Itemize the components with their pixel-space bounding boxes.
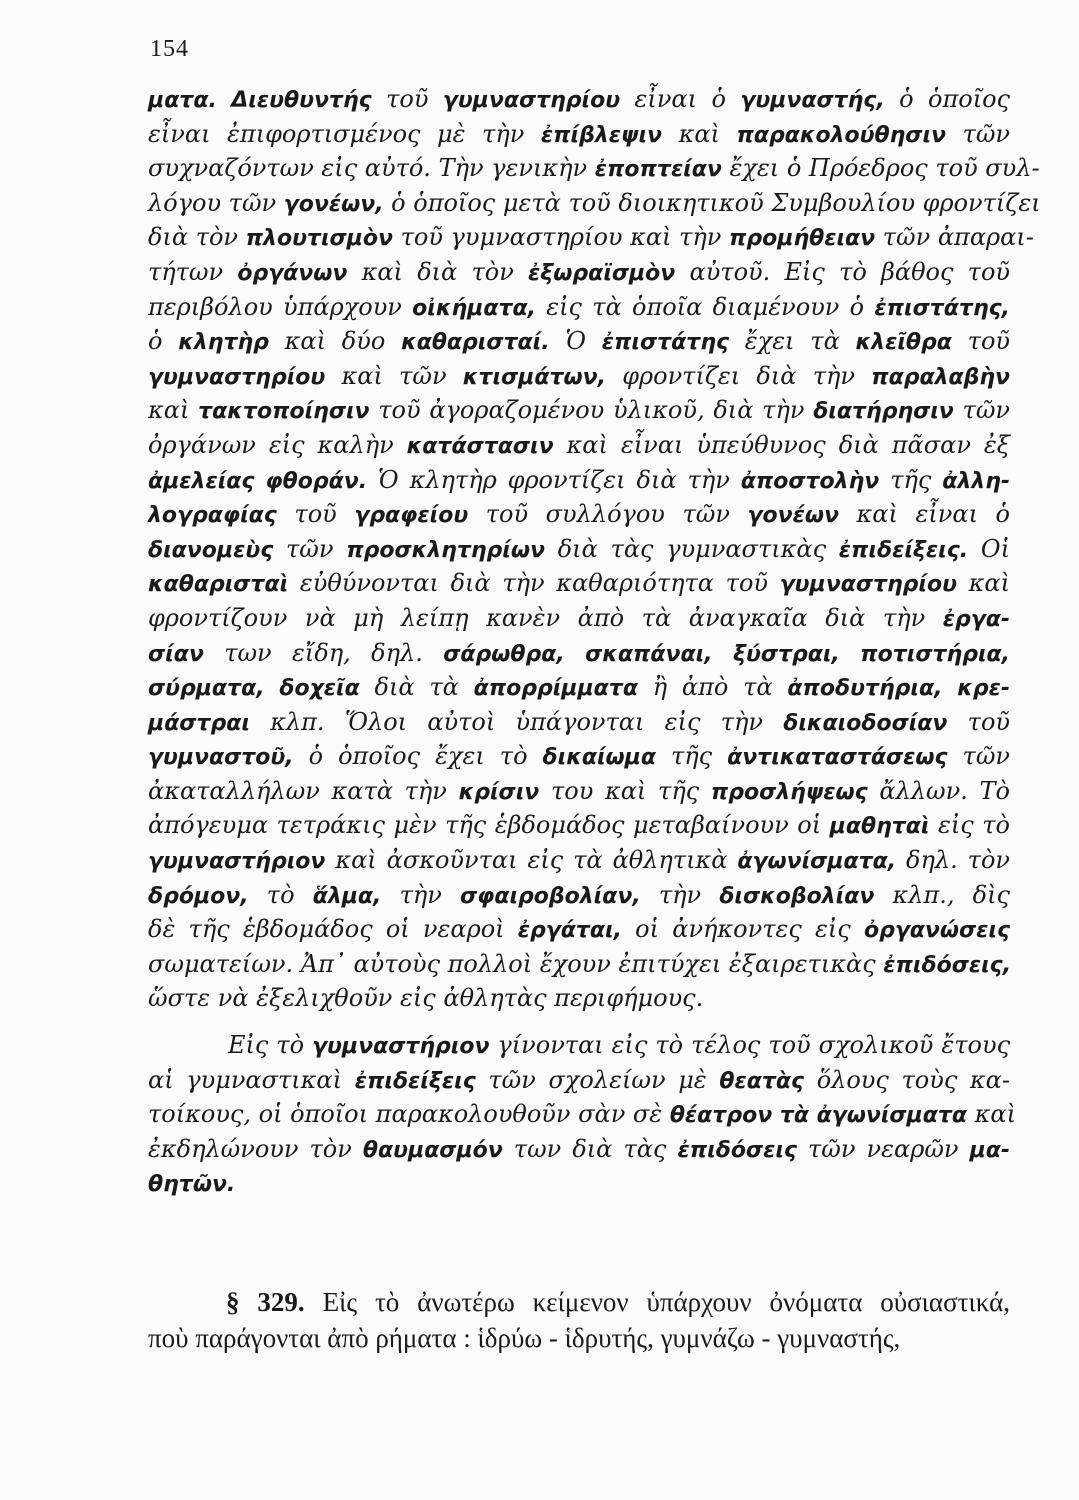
text-run: τήτων [148, 257, 238, 286]
section-329-paragraph [148, 1284, 1010, 1356]
text-line [148, 947, 1010, 982]
text-run: ὁ ὁποῖος μετὰ τοῦ διοικητικοῦ Συμβουλίου φροντίζει [383, 188, 1041, 217]
text-run: ὁ ὁποῖος ἔχει τὸ [293, 742, 543, 771]
text-run: εὐθύνονται διὰ τὴν καθαριότητα τοῦ [288, 569, 780, 598]
text-run: εἰς τὸ [929, 811, 1011, 840]
text-run: ὁ ὁποῖος [884, 85, 1010, 113]
text-line [148, 497, 1010, 532]
bold-term: ἐξωραϊσμὸν [528, 260, 676, 286]
text-line [148, 151, 1040, 186]
text-run: τοῦ [276, 500, 355, 529]
bold-term: σάρωθρα, σκαπάναι, ξύστραι, ποτιστήρια, [443, 641, 1010, 667]
bold-term: κλητὴρ [178, 330, 269, 356]
text-run: εἰς τὰ ὁποῖα διαμένουν ὁ [535, 292, 875, 321]
text-run: τοίκους, οἱ ὁποῖοι παρακολουθοῦν σὰν σὲ [148, 1100, 670, 1129]
text-line [148, 255, 1010, 290]
body-text [148, 82, 1041, 1201]
bold-term: πλουτισμὸν [245, 226, 393, 252]
text-run: κλπ. Ὅλοι αὐτοὶ ὑπάγονται εἰς τὴν [249, 707, 784, 736]
text-run: τῶν [273, 534, 347, 563]
bold-term: οἰκήματα, [412, 295, 536, 321]
bold-term: ἐπιστάτης, [874, 295, 1010, 321]
text-run: τῶν νεαρῶν [796, 1134, 970, 1163]
bold-term: προσκλητηρίων [346, 537, 545, 563]
text-line [148, 636, 1010, 671]
text-run: φροντίζει διὰ τὴν [605, 361, 872, 390]
bold-term: ἀντικαταστάσεως [727, 745, 948, 771]
bold-term: θέατρον τὰ ἀγωνίσματα [669, 1103, 968, 1129]
bold-term: κρίσιν [458, 779, 540, 805]
text-line [148, 117, 1010, 152]
text-run: εἶναι ὁ [620, 85, 741, 113]
bold-term: μαθηταὶ [829, 814, 930, 840]
bold-term: ἀγωνίσματα, [737, 849, 897, 875]
text-run: καὶ ἀσκοῦνται εἰς τὰ ἀθλητικὰ [325, 846, 738, 875]
text-line [148, 912, 1010, 947]
text-run: καὶ τῶν [325, 361, 463, 390]
text-run: του καὶ τῆς [539, 776, 711, 805]
section-line-1 [148, 1284, 1010, 1320]
text-line [148, 428, 1010, 463]
bold-term: προσλήψεως [710, 779, 868, 805]
text-run: ἔχει ὁ Πρόεδρος τοῦ συλ- [721, 154, 1040, 183]
bold-term: δρόμον, [148, 883, 249, 909]
text-run: καὶ διὰ τὸν [347, 257, 529, 286]
bold-term: σίαν [148, 641, 204, 667]
text-run: Ὁ [549, 327, 602, 356]
text-line [148, 601, 1010, 636]
text-run: τοῦ ἀγοραζομένου ὑλικοῦ, διὰ τὴν [369, 396, 814, 425]
bold-term: γυμναστής, [740, 88, 885, 113]
bold-term: κτισμάτων, [462, 364, 606, 390]
text-run: ἀπόγευμα τετράκις μὲν τῆς ἑβδομάδος μεταβαίνουν οἱ [148, 811, 830, 840]
text-run: δὲ τῆς ἑβδομάδος οἱ νεαροὶ [148, 915, 518, 944]
bold-term: κλεῖθρα [855, 330, 952, 356]
text-run: αἱ γυμναστικαὶ [148, 1065, 355, 1094]
bold-term: γυμναστηρίου [442, 88, 621, 113]
bold-term: θαυμασμόν [362, 1137, 503, 1163]
text-run: φροντίζουν νὰ μὴ λείπῃ κανὲν ἀπὸ τὰ ἀναγκαῖα διὰ τὴν [148, 603, 943, 632]
bold-term: ἀλλη- [942, 468, 1011, 494]
bold-term: ἐργάται, [517, 918, 622, 944]
text-run: ἔχει τὰ [729, 327, 856, 356]
text-run: γίνονται εἰς τὸ τέλος τοῦ σχολικοῦ ἔτους [489, 1031, 1011, 1060]
text-run: τὴν [381, 880, 460, 909]
text-run: καὶ εἶναι ὑπεύθυνος διὰ πᾶσαν ἐξ [553, 430, 1010, 459]
text-line [148, 290, 1010, 325]
text-run: διὰ τὰς γυμναστικὰς [544, 534, 839, 563]
bold-term: ἀποδυτήρια, κρε- [787, 676, 1010, 702]
text-line [148, 566, 1010, 601]
bold-term: δισκοβολίαν [719, 883, 875, 909]
text-run: τὸ [248, 880, 313, 909]
bold-term: ὀργανώσεις [863, 918, 1011, 944]
text-run: τῶν [946, 119, 1010, 148]
text-line [148, 1097, 1017, 1132]
bold-term: γυμναστηρίου [148, 364, 326, 390]
text-run: ἢ ἀπὸ τὰ [637, 673, 788, 702]
text-run: λόγου τῶν [148, 188, 284, 217]
text-run: καὶ [148, 396, 199, 425]
bold-term: γυμναστοῦ, [148, 745, 294, 771]
text-run: συχναζόντων εἰς αὐτό. Τὴν γενικὴν [148, 154, 595, 183]
text-run: τοῦ [371, 85, 443, 113]
text-run: ὁ [148, 327, 179, 356]
bold-term: γραφείου [354, 503, 469, 529]
text-run: τοῦ συλλόγου τῶν [468, 500, 748, 529]
bold-term: σφαιροβολίαν, [460, 883, 641, 909]
text-line [148, 359, 1010, 394]
text-run: καὶ [662, 119, 737, 148]
text-run: ἄλλων. Τὸ [867, 776, 1011, 805]
text-run: Εἰς τὸ [228, 1031, 313, 1060]
bold-term: ἐργα- [942, 606, 1010, 632]
bold-term: γυμναστηρίου [779, 572, 957, 598]
bold-term: ἐπιδόσεις, [883, 952, 1012, 978]
text-run: καὶ εἶναι ὁ [838, 500, 1011, 529]
text-line [148, 463, 1010, 498]
text-line [148, 186, 1041, 221]
text-run: ὥστε νὰ ἐξελιχθοῦν εἰς ἀθλητὰς περιφήμους. [148, 984, 704, 1013]
bold-term: τακτοποίησιν [198, 399, 370, 425]
bold-term: παρακολούθησιν [736, 122, 946, 148]
bold-term: ἀποστολὴν [740, 468, 880, 494]
bold-term: ἀμελείας φθοράν. [148, 468, 368, 494]
text-line [148, 1132, 1010, 1167]
text-run: τοῦ γυμναστηρίου καὶ τὴν [392, 223, 729, 252]
text-run: ἀκαταλλήλων κατὰ τὴν [148, 776, 459, 805]
text-run: ἐκδηλώνουν τὸν [148, 1134, 363, 1163]
text-run: καὶ [967, 1100, 1017, 1129]
text-run: κλπ., δὶς [874, 880, 1010, 909]
text-line [148, 808, 1010, 843]
text-line [148, 220, 1034, 255]
text-run: σωματείων. Ἀπ᾽ αὐτοὺς πολλοὶ ἔχουν ἐπιτύχει ἐξαιρετικὰς [148, 949, 884, 978]
text-run: των διὰ τὰς [502, 1134, 678, 1163]
bold-term: δικαιοδοσίαν [783, 710, 948, 736]
text-run: αὐτοῦ. Εἰς τὸ βάθος τοῦ [675, 257, 1010, 286]
text-run: τῶν [953, 396, 1010, 425]
text-line [148, 878, 1010, 913]
bold-term: προμήθειαν [728, 226, 876, 252]
page-number: 154 [150, 36, 189, 62]
text-line [148, 324, 1010, 359]
text-line [148, 670, 1010, 705]
text-run: των εἴδη, δηλ. [203, 638, 444, 667]
text-run: τὴν [640, 880, 720, 909]
text-line [148, 739, 1010, 774]
text-line [148, 774, 1010, 809]
text-line [148, 82, 1010, 117]
bold-term: λογραφίας [148, 503, 277, 529]
bold-term: καθαρισταὶ [148, 572, 289, 598]
bold-term: γονέων [747, 503, 839, 529]
text-run: Ὁ κλητὴρ φροντίζει διὰ τὴν [367, 465, 741, 494]
paragraph-2 [148, 1028, 1017, 1201]
text-line [148, 843, 1010, 878]
text-line [148, 1166, 1010, 1201]
bold-term: δικαίωμα [542, 745, 656, 771]
bold-term: κατάστασιν [406, 433, 554, 459]
text-run: τοῦ [951, 327, 1010, 356]
bold-term: θητῶν. [148, 1172, 236, 1198]
text-run: περιβόλου ὑπάρχουν [148, 292, 413, 321]
bold-term: ἀπορρίμματα [473, 676, 638, 702]
bold-term: διανομεὺς [148, 537, 274, 563]
text-run: τῆς [879, 465, 943, 494]
paragraph-1 [148, 82, 1041, 1016]
text-line [148, 981, 1010, 1016]
bold-term: γονέων, [283, 191, 384, 217]
section-line-1-text: Εἰς τὸ ἀνωτέρω κείμενον ὑπάρχουν ὀνόματα οὐσιαστικά, [322, 1287, 1011, 1317]
text-run: διὰ τὰ [359, 673, 474, 702]
bold-term: ὀργάνων [237, 260, 348, 286]
text-run: οἱ ἀνήκοντες εἰς [621, 915, 864, 944]
text-line [148, 705, 1010, 740]
text-run: τῶν [947, 742, 1010, 771]
bold-term: ἐπίβλεψιν [540, 122, 663, 148]
text-run: τῶν σχολείων μὲ [475, 1065, 720, 1094]
text-run: ὀργάνων εἰς καλὴν [148, 430, 407, 459]
text-run: τῆς [655, 742, 728, 771]
text-run: καὶ [956, 569, 1010, 598]
section-number: § 329. [226, 1287, 305, 1317]
bold-term: ἅλμα, [312, 883, 382, 909]
bold-term: σύρματα, δοχεῖα [148, 676, 360, 702]
bold-term: ἐπιδείξεις. [838, 537, 969, 563]
text-line [148, 1063, 1010, 1098]
text-run: τοῦ [947, 707, 1010, 736]
text-run: εἶναι ἐπιφορτισμένος μὲ τὴν [148, 119, 541, 148]
text-line [148, 532, 1010, 567]
bold-term: γυμναστήριον [312, 1034, 490, 1060]
bold-term: ἐπιστάτης [601, 330, 730, 356]
bold-term: διατήρησιν [813, 399, 954, 425]
text-run: Οἱ [968, 534, 1011, 563]
bold-term: ἐποπτείαν [594, 157, 722, 183]
text-run: ὅλους τοὺς κα- [804, 1065, 1010, 1094]
bold-term: ἐπιδείξεις [354, 1068, 476, 1094]
bold-term: παραλαβὴν [871, 364, 1010, 390]
text-run: διὰ τὸν [148, 223, 246, 252]
bold-term: ἐπιδόσεις [677, 1137, 797, 1163]
bold-term: μα- [969, 1137, 1010, 1163]
bold-term: μάστραι [148, 710, 250, 736]
bold-term: γυμναστήριον [148, 849, 326, 875]
text-run: δηλ. τὸν [896, 846, 1010, 875]
text-run: τῶν ἀπαραι- [875, 223, 1034, 252]
bold-term: καθαρισταί. [401, 330, 550, 356]
text-line [148, 1028, 1010, 1063]
bold-term: ματα. Διευθυντής [148, 88, 372, 113]
text-run: καὶ δύο [268, 327, 402, 356]
text-line [148, 393, 1010, 428]
section-line-2: ποὺ παράγονται ἀπὸ ρήματα : ἱδρύω - ἱδρυτής, γυμνάζω - γυμναστής, [148, 1323, 901, 1353]
bold-term: θεατὰς [719, 1068, 805, 1094]
